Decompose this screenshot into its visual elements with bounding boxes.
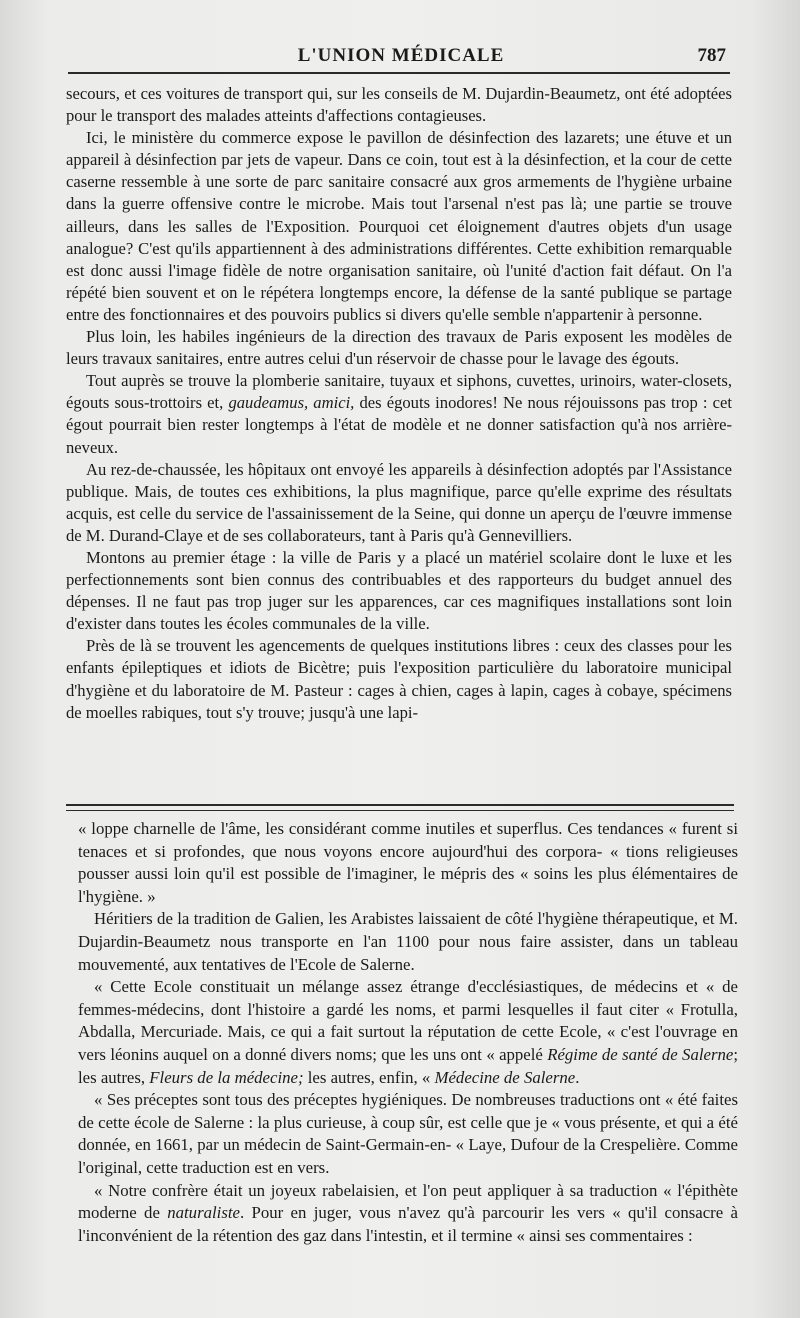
feuilleton-paragraph-galien: Héritiers de la tradition de Galien, les Arabistes laissaient de côté l'hygiène thérapeutique, et M. Dujardin-Beaumetz nous transporte en l'an 1100 pour nous faire assister, dans un tableau mouvementé, aux tentatives de l'Ecole de Salerne. — [78, 909, 738, 974]
feuilleton-separator — [66, 804, 734, 811]
feuilleton-quote-enveloppe: « loppe charnelle de l'âme, les considérant comme inutiles et superflus. Ces tendances « furent si tenaces et si profondes, que nous voyons encore aujourd'hui des corpora- « tions religieuses pousser aussi loin qu'il est possible de l'imaginer, le mépris des « soins les plus élémentaires de l'hygiène. » — [78, 819, 738, 906]
paragraph-premier-etage: Montons au premier étage : la ville de Paris y a placé un matériel scolaire dont le luxe et les perfectionnements sont bien connus des contribuables et des rapporteurs du budget annuel des dépenses. Il ne faut pas trop juger sur les apparences, car ces magnifiques installations sont loin d'exister dans toutes les écoles communales de la ville. — [66, 547, 732, 634]
confrere-text-end: . Pour en juger, vous n'avez qu'à parcourir les vers « qu'il consacre à l'inconvénient de la rétention des gaz dans l'intestin, et il termine « ainsi ses commentaires : — [78, 1203, 738, 1245]
paragraph-institutions: Près de là se trouvent les agencements de quelques institutions libres : ceux des classes pour les enfants épileptiques et idiots de Bicètre; puis l'exposition particulière du laboratoire municipal d'hygiène et du laboratoire de M. Pasteur : cages à chien, cages à lapin, cages à cobaye, spécimens de moelles rabiques, tout s'y trouve; jusqu'à une lapi- — [66, 636, 732, 722]
paragraph-ingenieurs: Plus loin, les habiles ingénieurs de la direction des travaux de Paris exposent les modèles de leurs travaux sanitaires, entre autres celui d'un réservoir de chasse pour le lavage des égouts. — [66, 327, 732, 369]
feuilleton-text — [78, 818, 738, 1247]
confrere-text-start: « Notre confrère était un joyeux rabelaisien, et l'on peut appliquer à sa traduction « l'épithète moderne de — [78, 1180, 738, 1223]
plomberie-text-end: des égouts inodores! Ne nous réjouissons pas trop : cet égout pourrait bien rester longtemps à l'état de modèle et ne donner satisfaction qu'à nos arrière-neveux. — [66, 393, 732, 457]
fleurs-title-italic: Fleurs de la médecine; — [149, 1067, 304, 1087]
ecole-text-start: « Cette Ecole constituait un mélange assez étrange d'ecclésiastiques, de médecins et « de femmes-médecins, dont l'histoire a gardé les noms, et parmi lesquelles il faut citer « Frotulla, Abdalla, Mercuriade. Mais, ce qui a fait surtout la réputation de cette Ecole, « c'est l'ouvrage en vers léonins auquel on a donné divers noms; que les uns ont « appelé — [78, 977, 738, 1064]
naturaliste-italic: naturaliste — [167, 1203, 240, 1223]
medecine-title-italic: Médecine de Salerne — [434, 1067, 576, 1087]
paragraph-secours: secours, et ces voitures de transport qui, sur les conseils de M. Dujardin-Beaumetz, ont été adoptées pour le transport des malades atteints d'affections contagieuses. — [66, 84, 732, 126]
feuilleton-quote-confrere — [78, 1180, 738, 1248]
main-article-text — [66, 83, 732, 724]
gaudeamus-italic: gaudeamus, amici, — [228, 393, 355, 413]
ecole-text-mid: ; les autres, — [78, 1044, 738, 1087]
feuilleton-quote-ecole — [78, 976, 738, 1089]
ecole-text-mid2: les autres, enfin, « — [303, 1067, 435, 1087]
paragraph-plomberie — [66, 370, 732, 458]
page-header — [74, 42, 728, 72]
header-rule — [68, 72, 730, 74]
paragraph-rez-de-chaussee: Au rez-de-chaussée, les hôpitaux ont envoyé les appareils à désinfection adoptés par l'Assistance publique. Mais, de toutes ces exhibitions, la plus magnifique, parce qu'elle exprime des résultats acquis, est celle du service de l'assainissement de la Seine, qui donne un aperçu de l'œuvre immense de M. Durand-Claye et de ses collaborateurs, tant à Paris qu'à Gennevilliers. — [66, 459, 732, 545]
regime-title-italic: Régime de santé de Salerne — [547, 1044, 734, 1064]
ecole-text-end: . — [575, 1067, 580, 1087]
plomberie-text-start: Tout auprès se trouve la plomberie sanitaire, tuyaux et siphons, cuvettes, urinoirs, water-closets, égouts sous-trottoirs et, — [66, 371, 732, 413]
paragraph-ministere: Ici, le ministère du commerce expose le pavillon de désinfection des lazarets; une étuve et un appareil à désinfection par jets de vapeur. Dans ce coin, tout est à la désinfection, et la cour de cette caserne ressemble à une sorte de parc sanitaire consacré aux gros armements de l'hygiène urbaine dans la guerre offensive contre le microbe. Mais tout l'arsenal n'est pas là; une partie se trouve ailleurs, dans les salles de l'Exposition. Pourquoi cet éloignement d'autres objets d'un usage analogue? C'est qu'ils appartiennent à des administrations différentes. Cette exhibition remarquable est donc aussi l'image fidèle de notre organisation sanitaire, où l'unité d'action fait défaut. On l'a répété bien souvent et on le répétera longtemps encore, la défense de la santé publique se partage entre des fonctionnaires et des pouvoirs publics si divers qu'elle semble n'appartenir à personne. — [66, 128, 732, 324]
running-title: L'UNION MÉDICALE — [297, 45, 505, 66]
feuilleton-quote-preceptes: « Ses préceptes sont tous des préceptes hygiéniques. De nombreuses traductions ont « été faites de cette école de Salerne : la plus curieuse, à coup sûr, est celle que je « vous présente, et qui a été donnée, en 1661, par un médecin de Saint-Germain-en- « Laye, Dufour de la Crespelière. Comme l'original, cette traduction est en vers. — [78, 1090, 738, 1177]
page-number: 787 — [697, 45, 726, 66]
